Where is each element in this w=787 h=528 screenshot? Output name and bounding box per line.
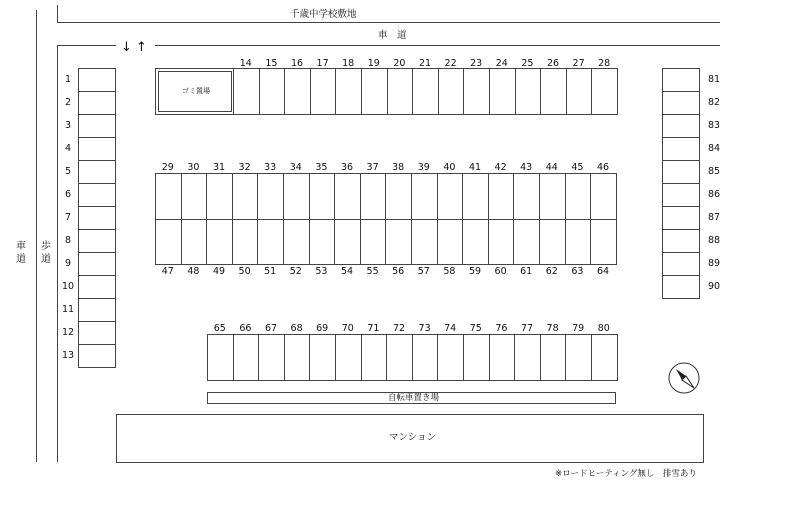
parking-slot-52 [283,219,310,265]
parking-slot-74 [437,334,464,381]
parking-slot-25 [515,68,542,115]
parking-slot-2 [78,91,116,115]
parking-slot-11 [78,298,116,322]
parking-slot-23 [463,68,490,115]
slot-number: 43 [520,162,533,173]
slot-number: 28 [598,58,611,69]
slot-number: 74 [444,323,457,334]
mansion-building [116,414,704,463]
slot-number: 24 [495,58,508,69]
parking-slot-69 [309,334,336,381]
parking-slot-10 [78,275,116,299]
slot-number: 8 [64,235,72,246]
parking-slot-73 [412,334,439,381]
slot-number: 6 [64,189,72,200]
slot-number: 31 [212,162,226,173]
sidewalk-label: 歩 道 [41,241,51,265]
slot-number: 70 [341,323,354,334]
parking-slot-22 [438,68,465,115]
parking-slot-13 [78,344,116,368]
slot-number: 57 [417,266,430,277]
slot-number: 71 [367,323,380,334]
parking-slot-12 [78,321,116,345]
slot-number: 3 [64,120,72,131]
school-boundary-line [57,22,720,23]
parking-slot-88 [662,229,700,253]
slot-number: 40 [443,162,456,173]
parking-slot-4 [78,137,116,161]
slot-number: 34 [289,162,302,173]
slot-number: 7 [64,212,72,223]
parking-slot-54 [334,219,361,265]
garbage-label: ゴミ置場 [182,87,210,95]
slot-number: 29 [161,162,174,173]
parking-slot-81 [662,68,700,92]
parking-slot-56 [385,219,412,265]
slot-number: 22 [444,58,457,69]
parking-slot-27 [566,68,593,115]
slot-number: 78 [546,323,559,334]
parking-slot-60 [488,219,515,265]
slot-number: 80 [597,323,610,334]
slot-number: 50 [238,266,251,277]
entrance-arrows-icon: ↓ ↑ [121,40,147,55]
slot-number: 17 [316,58,329,69]
parking-slot-42 [488,173,515,220]
school-label: 千歳中学校敷地 [290,9,357,20]
parking-slot-19 [361,68,388,115]
parking-slot-37 [360,173,387,220]
parking-slot-51 [257,219,284,265]
slot-number: 55 [366,266,379,277]
slot-number: 2 [64,97,72,108]
note-text: ※ロードヒーティング無し 排雪あり [555,469,697,479]
parking-slot-53 [309,219,336,265]
slot-number: 5 [64,166,72,177]
parking-slot-82 [662,91,700,115]
slot-number: 20 [393,58,406,69]
parking-slot-47 [155,219,182,265]
bicycle-label: 自転車置き場 [388,393,440,403]
parking-slot-48 [181,219,208,265]
parking-slot-34 [283,173,310,220]
slot-number: 38 [392,162,405,173]
slot-number: 26 [546,58,560,69]
parking-slot-21 [412,68,439,115]
parking-slot-45 [565,173,592,220]
slot-number: 68 [290,323,303,334]
parking-slot-66 [233,334,260,381]
parking-slot-65 [207,334,234,381]
parking-slot-59 [462,219,489,265]
parking-slot-16 [284,68,311,115]
parking-slot-43 [513,173,540,220]
parking-slot-32 [232,173,259,220]
parking-slot-18 [335,68,362,115]
slot-number: 1 [64,74,72,85]
slot-number: 23 [470,58,483,69]
slot-number: 88 [707,235,721,246]
parking-slot-8 [78,229,116,253]
slot-number: 27 [572,58,585,69]
slot-number: 48 [187,266,200,277]
parking-slot-85 [662,160,700,184]
slot-number: 69 [316,323,329,334]
parking-slot-29 [155,173,182,220]
parking-slot-17 [310,68,337,115]
slot-number: 45 [571,162,584,173]
parking-slot-62 [539,219,566,265]
slot-number: 37 [366,162,379,173]
parking-slot-58 [437,219,464,265]
parking-slot-30 [181,173,208,220]
parking-slot-83 [662,114,700,138]
top-road-edge-right [155,45,720,46]
slot-number: 58 [443,266,456,277]
parking-slot-86 [662,183,700,207]
slot-number: 72 [392,323,406,334]
parking-slot-80 [591,334,618,381]
slot-number: 87 [707,212,721,223]
slot-number: 9 [64,258,72,269]
top-boundary-left [57,5,58,23]
parking-slot-5 [78,160,116,184]
slot-number: 85 [707,166,721,177]
slot-number: 11 [61,304,75,315]
parking-slot-70 [335,334,362,381]
parking-slot-72 [386,334,413,381]
parking-slot-1 [78,68,116,92]
parking-slot-35 [309,173,336,220]
slot-number: 63 [571,266,584,277]
parking-slot-41 [462,173,489,220]
slot-number: 19 [367,58,380,69]
slot-number: 81 [707,74,721,85]
parking-slot-14 [233,68,260,115]
parking-slot-84 [662,137,700,161]
parking-slot-38 [385,173,412,220]
slot-number: 52 [289,266,302,277]
parking-slot-9 [78,252,116,276]
slot-number: 77 [520,323,534,334]
slot-number: 42 [494,162,507,173]
slot-number: 83 [707,120,721,131]
top-road-edge-left [57,45,116,46]
parking-slot-33 [257,173,284,220]
slot-number: 64 [596,266,610,277]
parking-slot-61 [513,219,540,265]
slot-number: 90 [707,281,721,292]
slot-number: 15 [265,58,278,69]
parking-slot-71 [361,334,388,381]
parking-slot-63 [565,219,592,265]
slot-number: 46 [596,162,610,173]
parking-slot-78 [540,334,567,381]
parking-slot-68 [284,334,311,381]
parking-slot-3 [78,114,116,138]
parking-slot-36 [334,173,361,220]
parking-slot-28 [591,68,618,115]
compass-icon [667,361,701,395]
slot-number: 41 [468,162,482,173]
slot-number: 79 [572,323,585,334]
slot-number: 84 [707,143,721,154]
slot-number: 32 [238,162,251,173]
slot-number: 51 [264,266,277,277]
slot-number: 4 [64,143,72,154]
slot-number: 16 [290,58,304,69]
slot-number: 66 [239,323,252,334]
parking-slot-26 [540,68,567,115]
parking-slot-7 [78,206,116,230]
parking-slot-57 [411,219,438,265]
slot-number: 10 [61,281,75,292]
slot-number: 67 [264,323,278,334]
parking-slot-90 [662,275,700,299]
slot-number: 44 [545,162,558,173]
slot-number: 86 [707,189,721,200]
slot-number: 39 [417,162,430,173]
parking-slot-55 [360,219,387,265]
garbage-area [155,68,235,115]
parking-slot-87 [662,206,700,230]
slot-number: 59 [468,266,482,277]
parking-slot-67 [258,334,285,381]
parking-slot-39 [411,173,438,220]
slot-number: 61 [520,266,533,277]
slot-number: 53 [315,266,328,277]
slot-number: 47 [161,266,174,277]
slot-number: 75 [469,323,482,334]
parking-slot-46 [590,173,617,220]
slot-number: 35 [315,162,328,173]
parking-slot-50 [232,219,259,265]
parking-slot-75 [463,334,490,381]
parking-slot-20 [387,68,414,115]
parking-slot-15 [259,68,286,115]
parking-slot-76 [489,334,516,381]
parking-slot-6 [78,183,116,207]
slot-number: 12 [61,327,75,338]
slot-number: 14 [239,58,252,69]
parking-slot-24 [489,68,516,115]
parking-slot-89 [662,252,700,276]
slot-number: 76 [495,323,508,334]
parking-slot-44 [539,173,566,220]
slot-number: 33 [264,162,277,173]
left-road-label: 車 道 [16,241,26,265]
slot-number: 89 [707,258,721,269]
parking-slot-40 [437,173,464,220]
parking-slot-64 [590,219,617,265]
top-road-label: 車 道 [378,30,407,41]
mansion-label: マンション [389,432,437,443]
slot-number: 54 [340,266,354,277]
left-boundary-line [36,10,37,462]
slot-number: 56 [392,266,405,277]
slot-number: 60 [494,266,507,277]
slot-number: 65 [213,323,226,334]
parking-slot-79 [565,334,592,381]
slot-number: 18 [342,58,355,69]
parking-slot-77 [514,334,541,381]
slot-number: 13 [61,350,75,361]
slot-number: 30 [187,162,200,173]
slot-number: 73 [418,323,431,334]
slot-number: 62 [545,266,558,277]
parking-slot-31 [206,173,233,220]
slot-number: 21 [418,58,432,69]
slot-number: 82 [707,97,721,108]
slot-number: 49 [212,266,226,277]
parking-slot-49 [206,219,233,265]
bicycle-parking [207,392,616,404]
slot-number: 25 [521,58,534,69]
slot-number: 36 [340,162,354,173]
